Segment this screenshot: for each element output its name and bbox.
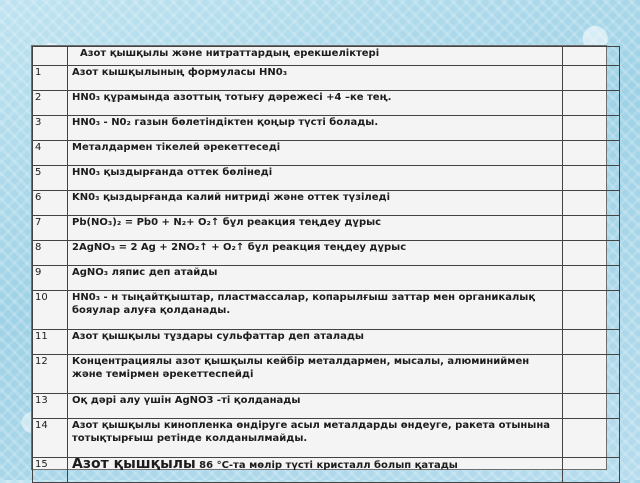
table-row	[33, 458, 620, 483]
answer-cell[interactable]	[563, 241, 620, 266]
row-number: 7	[33, 216, 68, 241]
row-statement: HN0₃ құрамында азоттың тотығу дәрежесі +4 –ке тең.	[68, 91, 563, 116]
answer-cell[interactable]	[563, 291, 620, 330]
row-statement-rest: 86 °С-та мөлір түсті кристалл болып қатады	[195, 460, 458, 471]
table-row	[33, 330, 620, 355]
table-row	[33, 66, 620, 91]
header-num-cell	[33, 47, 68, 66]
row-number: 11	[33, 330, 68, 355]
answer-cell[interactable]	[563, 419, 620, 458]
row-statement: HN0₃ - н тыңайтқыштар, пластмассалар, копарылғыш заттар мен органикалық бояулар алуға қолданады.	[68, 291, 563, 330]
table-row	[33, 116, 620, 141]
row-number: 4	[33, 141, 68, 166]
row-statement	[68, 458, 563, 483]
table-row	[33, 166, 620, 191]
table-row	[33, 419, 620, 458]
row-statement: HN0₃ - N0₂ газын бөлетіндіктен қоңыр түсті болады.	[68, 116, 563, 141]
table-row	[33, 241, 620, 266]
answer-cell[interactable]	[563, 330, 620, 355]
table-row	[33, 355, 620, 394]
statements-table	[32, 46, 620, 483]
table-row	[33, 266, 620, 291]
table-row	[33, 141, 620, 166]
answer-cell[interactable]	[563, 216, 620, 241]
table-row	[33, 91, 620, 116]
row-number: 1	[33, 66, 68, 91]
table-row	[33, 291, 620, 330]
row-statement: Pb(NO₃)₂ = Pb0 + N₂+ O₂↑ бұл реакция теңдеу дұрыс	[68, 216, 563, 241]
answer-cell[interactable]	[563, 458, 620, 483]
row-statement-emphasis: Азот қышқылы	[72, 457, 196, 472]
row-number: 14	[33, 419, 68, 458]
row-number: 2	[33, 91, 68, 116]
answer-cell[interactable]	[563, 141, 620, 166]
table-row	[33, 191, 620, 216]
row-number: 3	[33, 116, 68, 141]
row-number: 12	[33, 355, 68, 394]
worksheet	[32, 46, 606, 472]
answer-cell[interactable]	[563, 166, 620, 191]
answer-cell[interactable]	[563, 191, 620, 216]
answer-cell[interactable]	[563, 394, 620, 419]
row-statement: Концентрациялы азот қышқылы кейбір металдармен, мысалы, алюминиймен және темірмен әрекеттеспейді	[68, 355, 563, 394]
row-statement: Металдармен тікелей әрекеттеседі	[68, 141, 563, 166]
answer-cell[interactable]	[563, 66, 620, 91]
row-statement: 2AgNO₃ = 2 Ag + 2NO₂↑ + O₂↑ бұл реакция теңдеу дұрыс	[68, 241, 563, 266]
table-row	[33, 394, 620, 419]
answer-cell[interactable]	[563, 116, 620, 141]
row-number: 10	[33, 291, 68, 330]
row-statement: HN0₃ қыздырғанда оттек бөлінеді	[68, 166, 563, 191]
row-statement: Азот кышқылының формуласы HN0₃	[68, 66, 563, 91]
row-statement: Оқ дәрі алу үшін AgNO3 -ті қолданады	[68, 394, 563, 419]
row-statement: KN0₃ қыздырғанда калий нитриді және оттек түзіледі	[68, 191, 563, 216]
answer-cell[interactable]	[563, 91, 620, 116]
row-number: 5	[33, 166, 68, 191]
row-number: 13	[33, 394, 68, 419]
row-statement: AgNO₃ ляпис деп атайды	[68, 266, 563, 291]
row-number: 6	[33, 191, 68, 216]
table-row	[33, 216, 620, 241]
table-header-row	[33, 47, 620, 66]
row-statement: Азот қышқылы кинопленка өндіруге асыл металдарды өндеуге, ракета отынына тотықтырғыш ретінде колданылмайды.	[68, 419, 563, 458]
row-number: 8	[33, 241, 68, 266]
answer-cell[interactable]	[563, 266, 620, 291]
row-number: 9	[33, 266, 68, 291]
row-statement: Азот қышқылы тұздары сульфаттар деп аталады	[68, 330, 563, 355]
row-number: 15	[33, 458, 68, 483]
table-title: Азот қышқылы және нитраттардың ерекшеліктері	[68, 47, 563, 66]
answer-cell[interactable]	[563, 355, 620, 394]
header-answer-cell	[563, 47, 620, 66]
